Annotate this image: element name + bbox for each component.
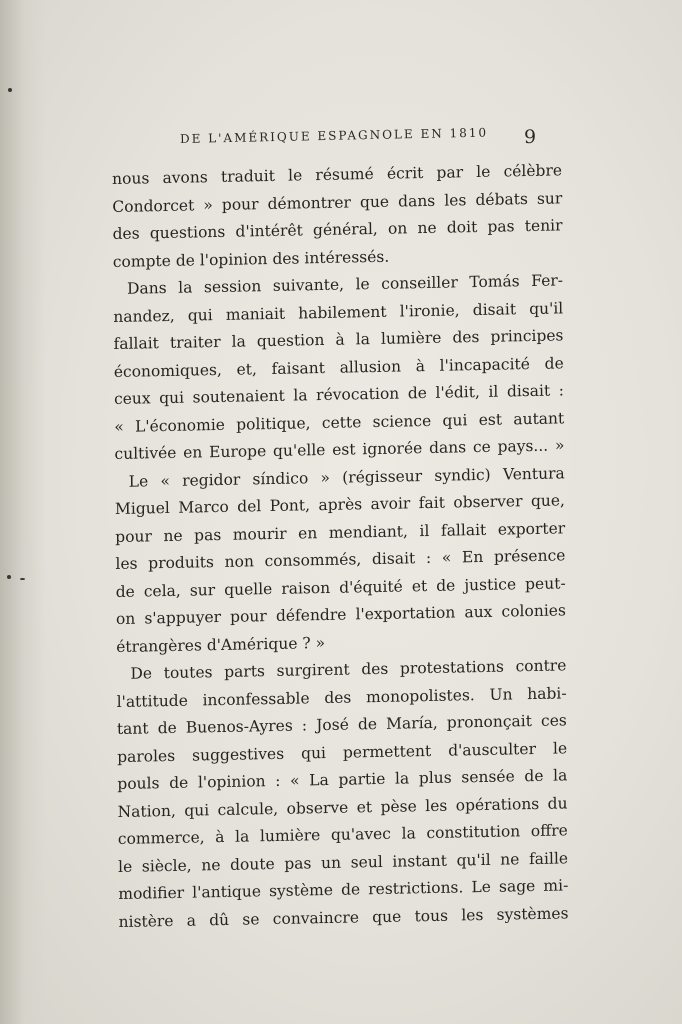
text-line: Dans la session suivante, le conseiller Tomás Fer- (126, 271, 564, 298)
text-line: commerce, à la lumière qu'avec la constitution offre (117, 821, 568, 849)
text-line: étrangères d'Amérique ? » (116, 633, 326, 656)
text-line: nous avons traduit le résumé écrit par le célèbre (112, 161, 563, 189)
text-line: « L'économie politique, cette science qui est autant (114, 408, 565, 436)
text-line: cultivée en Europe qu'elle est ignorée dans ce pays... » (114, 436, 565, 464)
text-line: ceux qui soutenaient la révocation de l'édit, il disait : (113, 381, 565, 409)
paper-speck (20, 578, 25, 580)
text-line: nistère a dû se convaincre que tous les systèmes (118, 903, 569, 931)
text-line: tant de Buenos-Ayres : José de María, prononçait ces (116, 711, 567, 739)
binding-shadow (0, 0, 46, 1024)
text-line: l'attitude inconfessable des monopolistes. Un habi- (116, 683, 567, 711)
text-line: économiques, et, faisant allusion à l'incapacité de (113, 353, 564, 381)
text-line: paroles suggestives qui permettent d'ausculter le (117, 738, 568, 766)
text-line: fallait traiter la question à la lumière des principes (113, 326, 564, 354)
text-line: des questions d'intérêt général, on ne doit pas tenir (112, 216, 563, 244)
paper-speck (8, 88, 12, 92)
body-text (112, 157, 569, 936)
text-line: Miguel Marco del Pont, après avoir fait observer que, (114, 491, 565, 519)
text-line: nandez, qui maniait habilement l'ironie, disait qu'il (113, 298, 564, 326)
text-line: de cela, sur quelle raison d'équité et de justice peut- (115, 573, 566, 601)
text-line: pouls de l'opinion : « La partie la plus sensée de la (117, 766, 568, 794)
text-line: Le « regidor síndico » (régisseur syndic) Ventura (128, 463, 565, 491)
page-number: 9 (524, 126, 537, 148)
text-line: De toutes parts surgirent des protestations contre (130, 656, 567, 683)
text-line: Nation, qui calcule, observe et pèse les opérations du (117, 793, 568, 821)
text-line: Condorcet » pour démontrer que dans les débats sur (112, 188, 563, 216)
running-header: DE L'AMÉRIQUE ESPAGNOLE EN 1810 (179, 125, 489, 146)
text-line: le siècle, ne doute pas un seul instant qu'il ne faille (118, 848, 569, 876)
paper-speck (7, 575, 11, 579)
text-line: les produits non consommés, disait : « En présence (115, 546, 566, 574)
text-line: modifier l'antique système de restrictions. Le sage mi- (118, 876, 569, 904)
text-line: compte de l'opinion des intéressés. (112, 247, 390, 271)
text-line: on s'appuyer pour défendre l'exportation aux colonies (115, 601, 566, 629)
text-line: pour ne pas mourir en mendiant, il fallait exporter (115, 518, 566, 546)
